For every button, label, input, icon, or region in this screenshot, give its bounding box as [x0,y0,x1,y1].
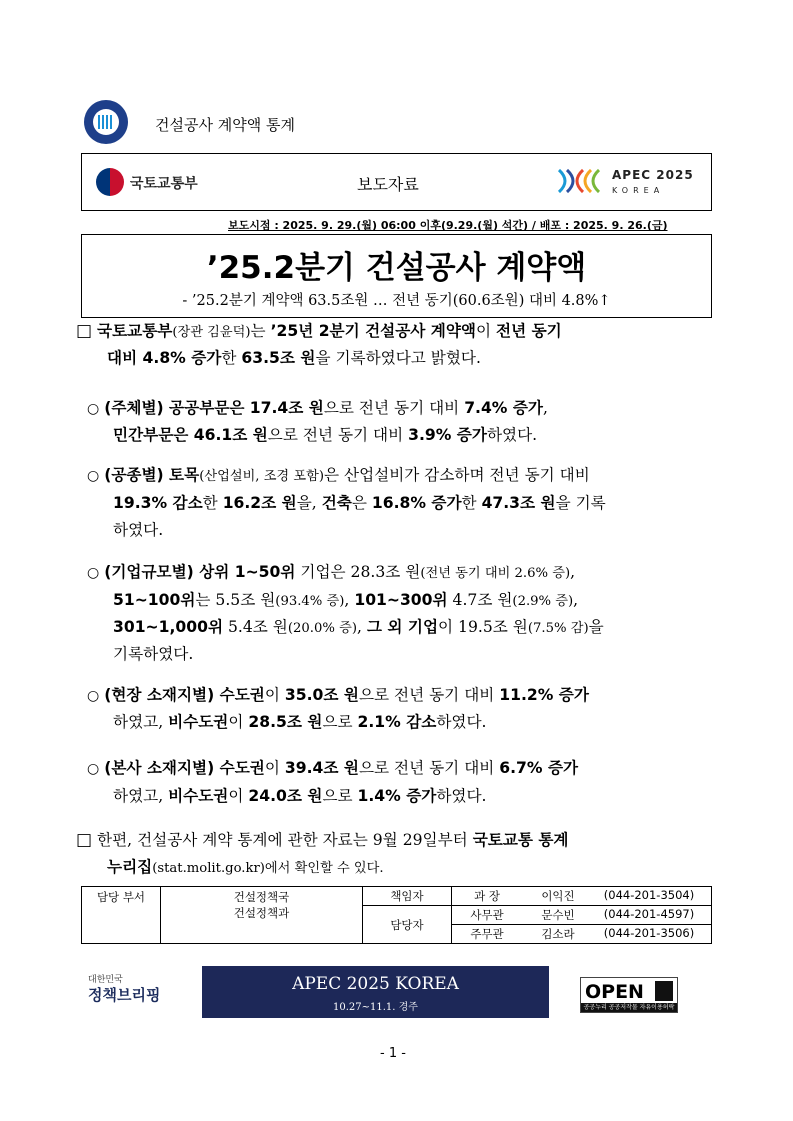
intro-line-1: □ 국토교통부(장관 김윤덕)는 ’25년 2분기 건설공사 계약액이 전년 동기 [76,321,562,341]
section-site-line-1: ○ (현장 소재지별) 수도권이 35.0조 원으로 전년 동기 대비 11.2% 증가 [87,686,589,704]
outro-line-2: 누리집(stat.molit.go.kr)에서 확인할 수 있다. [107,858,384,876]
section-hq-line-1: ○ (본사 소재지별) 수도권이 39.4조 원으로 전년 동기 대비 6.7% 증가 [87,759,579,777]
embargo-notice: 보도시점 : 2025. 9. 29.(월) 06:00 이후(9.29.(월) 석간) / 배포 : 2025. 9. 26.(금) [228,219,668,232]
section-type-line-3: 하였다. [113,521,164,539]
dept-name: 건설정책국 건설정책과 [161,887,363,944]
dept-label: 담당 부서 [82,887,161,944]
page-number: - 1 - [380,1046,406,1061]
outro-line-1: □ 한편, 건설공사 계약 통계에 관한 자료는 9월 29일부터 국토교통 통계 [76,830,569,850]
intro-line-2: 대비 4.8% 증가한 63.5조 원을 기록하였다고 밝혔다. [107,349,481,367]
section-size-line-1: ○ (기업규모별) 상위 1~50위 기업은 28.3조 원(전년 동기 대비 2.6% 증), [87,563,576,581]
staff-label: 담당자 [363,906,452,944]
ministry-name: 국토교통부 [130,176,198,192]
section-size-line-2: 51~100위는 5.5조 원(93.4% 증), 101~300위 4.7조 원(2.9% 증), [113,591,579,609]
section-site-line-2: 하였고, 비수도권이 28.5조 원으로 2.1% 감소하였다. [113,713,487,731]
section-type-line-1: ○ (공종별) 토목(산업설비, 조경 포함)은 산업설비가 감소하며 전년 동기 대비 [87,466,590,484]
policy-briefing-logo[interactable]: 대한민국 정책브리핑 [88,975,161,1004]
open-license-badge: OPEN 공공누리 공공저작물 자유이용허락 [580,977,678,1013]
contact-row: 과 장 이익진 (044-201-3504) [452,887,712,906]
subtitle: - ’25.2분기 계약액 63.5조원 … 전년 동기(60.6조원) 대비 4.8%↑ [182,293,611,309]
section-size-line-3: 301~1,000위 5.4조 원(20.0% 증), 그 외 기업이 19.5조 원(7.5% 감)을 [113,618,604,636]
apec-emblem [553,166,603,196]
page-title: ’25.2분기 건설공사 계약액 [206,250,587,286]
statistics-title: 건설공사 계약액 통계 [155,116,295,134]
section-entity-line-1: ○ (주체별) 공공부문은 17.4조 원으로 전년 동기 대비 7.4% 증가, [87,399,548,417]
contact-row: 사무관 문수빈 (044-201-4597) [452,906,712,925]
apec-banner[interactable]: APEC 2025 KOREA 10.27~11.1. 경주 [202,966,549,1018]
license-icon [655,981,673,1001]
section-size-line-4: 기록하였다. [113,645,194,663]
section-entity-line-2: 민간부문은 46.1조 원으로 전년 동기 대비 3.9% 증가하였다. [113,426,538,444]
statistics-korea-logo [84,100,128,144]
press-release-label: 보도자료 [357,175,419,194]
contact-row: 주무관 김소라 (044-201-3506) [452,925,712,944]
section-hq-line-2: 하였고, 비수도권이 24.0조 원으로 1.4% 증가하였다. [113,787,487,805]
responsible-label: 책임자 [363,887,452,906]
contact-table [81,886,712,944]
section-type-line-2: 19.3% 감소한 16.2조 원을, 건축은 16.8% 증가한 47.3조 원을 기록 [113,494,606,512]
apec-wordmark: APEC 2025 KOREA [612,168,694,195]
ministry-logo [96,168,124,196]
